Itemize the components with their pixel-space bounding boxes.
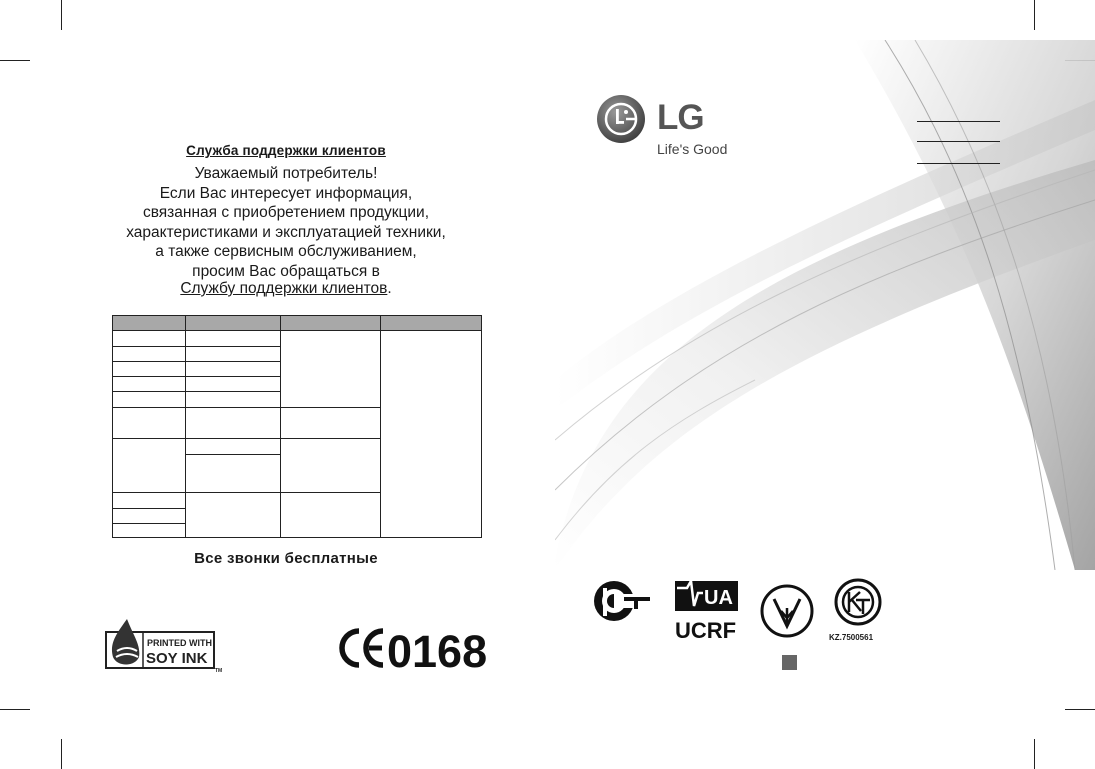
- crop-mark: [61, 739, 62, 769]
- ucrf-mark-icon: [675, 581, 738, 643]
- crop-mark: [1034, 739, 1035, 769]
- intro-line: Если Вас интересует информация,: [159, 184, 413, 202]
- soy-ink-badge: [105, 615, 225, 673]
- crop-mark: [61, 0, 62, 30]
- ua-text: UA: [704, 587, 733, 609]
- intro-line: Уважаемый потребитель!: [194, 165, 378, 182]
- crop-mark: [0, 60, 30, 61]
- crop-mark: [1065, 709, 1095, 710]
- ce-icon: [333, 623, 503, 673]
- crop-mark: [0, 709, 30, 710]
- blank-line: [917, 163, 1000, 164]
- service-link-line: [0, 280, 572, 298]
- free-calls-note: Все звонки бесплатные: [194, 550, 378, 567]
- kz-mark-icon: [836, 580, 880, 624]
- soy-line2: SOY INK: [146, 650, 208, 667]
- intro-line: связанная с приобретением продукции,: [142, 204, 430, 221]
- brand-slogan: Life's Good: [657, 141, 728, 157]
- ua-cert-mark-icon: [762, 586, 812, 636]
- service-link-suffix: .: [387, 280, 392, 297]
- table-header-row: [113, 316, 482, 331]
- ucrf-text: UCRF: [675, 618, 737, 643]
- support-table: [110, 313, 484, 541]
- brand-name: LG: [657, 98, 704, 137]
- certification-marks: [590, 578, 900, 668]
- soy-tm: TM: [215, 668, 223, 673]
- crop-mark: [1034, 0, 1035, 30]
- ce-mark: [333, 623, 503, 673]
- service-link[interactable]: Службу поддержки клиентов: [180, 280, 388, 297]
- table-border: [113, 316, 482, 538]
- lg-logo-icon: [596, 94, 654, 152]
- intro-line: просим Вас обращаться в: [192, 262, 380, 280]
- support-title: Служба поддержки клиентов: [186, 143, 386, 158]
- ce-number: 0168: [387, 626, 488, 673]
- kz-code: KZ.7500561: [829, 633, 874, 642]
- gray-square: [782, 655, 797, 670]
- blank-line: [917, 141, 1000, 142]
- soy-line1: PRINTED WITH: [147, 638, 212, 648]
- pct-mark-icon: [594, 581, 650, 621]
- soy-ink-icon: [105, 615, 225, 673]
- intro-line: характеристиками и эксплуатацией техники,: [126, 223, 446, 241]
- blank-line: [917, 121, 1000, 122]
- intro-line: а также сервисным обслуживанием,: [155, 243, 417, 260]
- support-intro: [0, 164, 572, 281]
